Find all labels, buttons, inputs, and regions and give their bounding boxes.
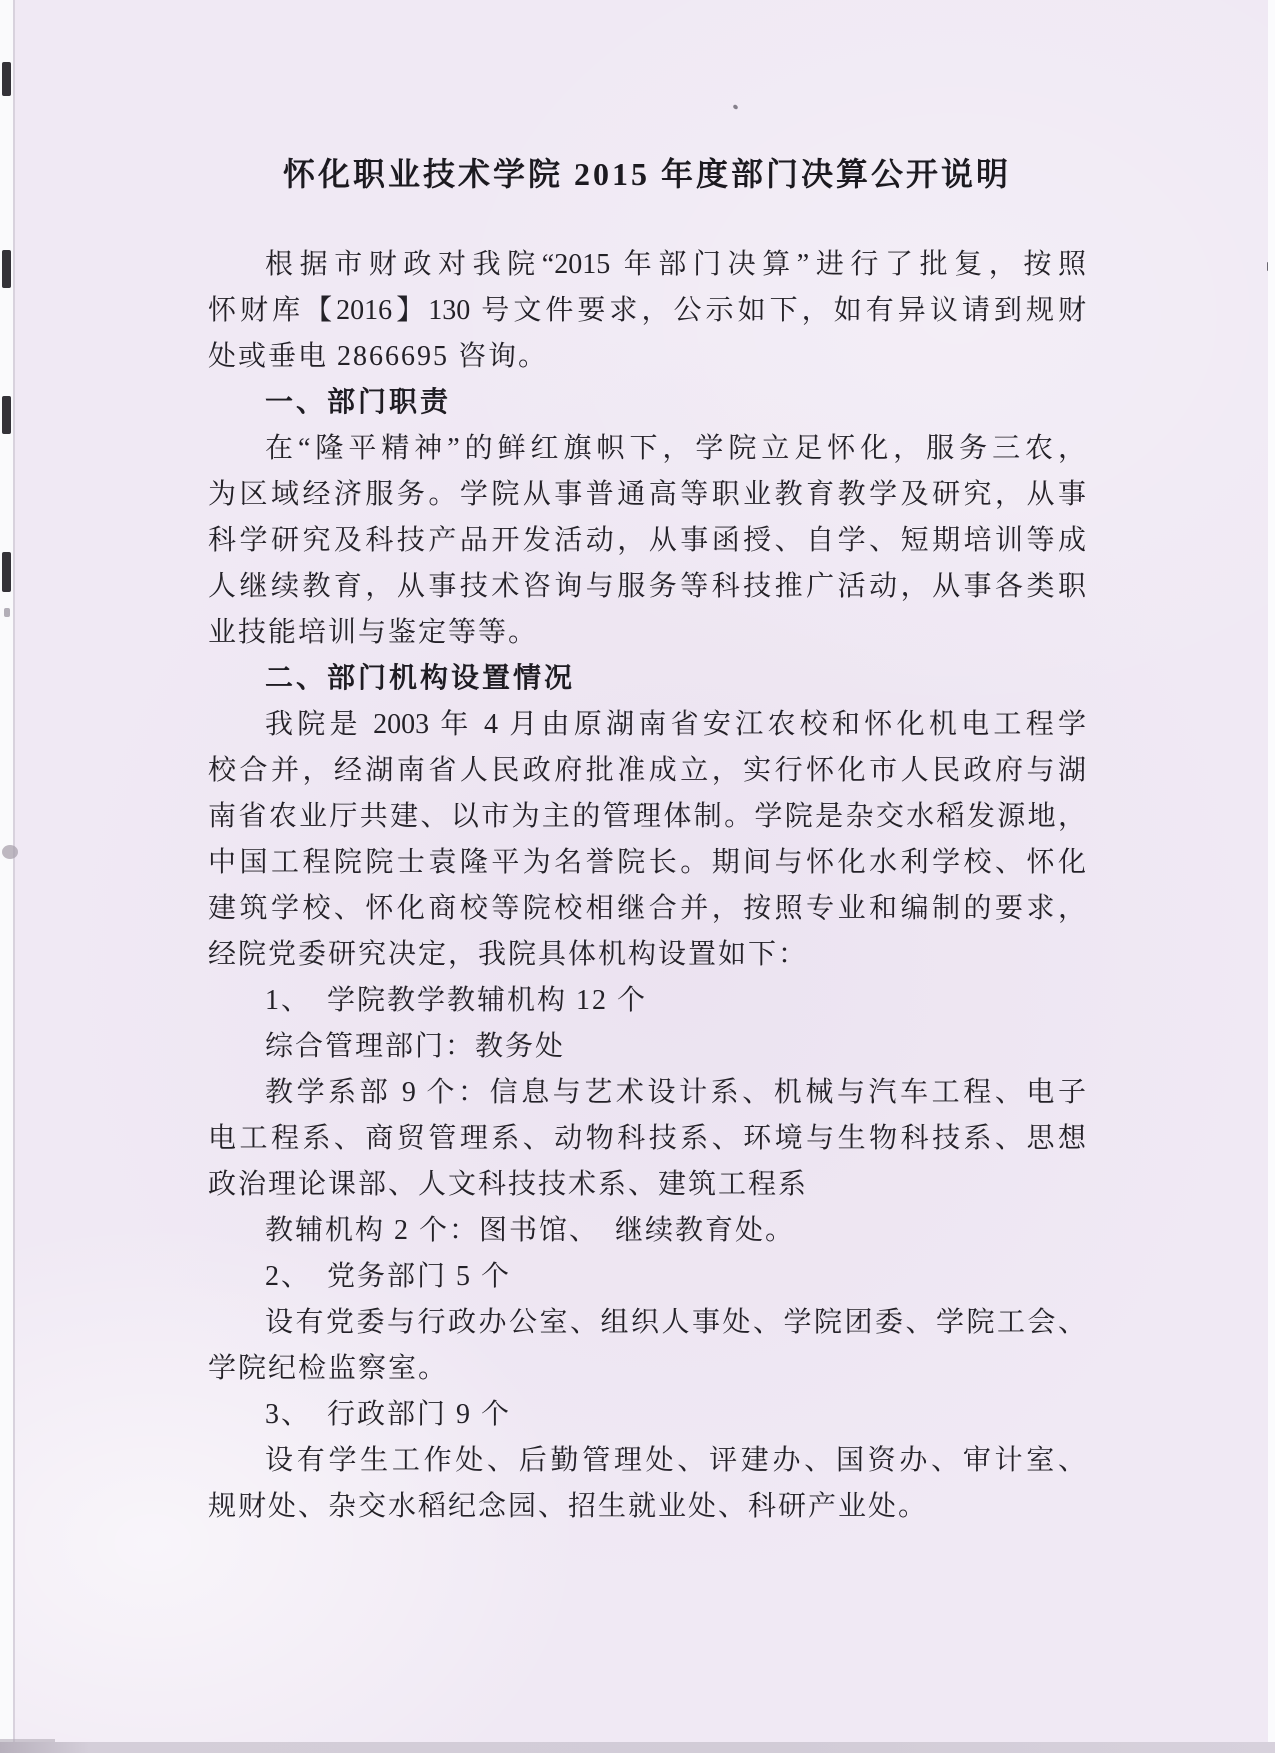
text-line: 在“隆平精神”的鲜红旗帜下，学院立足怀化，服务三农， — [265, 433, 1086, 464]
scan-mark — [2, 552, 11, 592]
text-line: 人继续教育，从事技术咨询与服务等科技推广活动，从事各类职 — [208, 571, 1086, 602]
scan-mark — [4, 608, 10, 617]
text-line: 处或垂电 2866695 咨询。 — [208, 341, 549, 372]
text-line: 经院党委研究决定，我院具体机构设置如下： — [208, 939, 809, 970]
text-line: 南省农业厅共建、以市为主的管理体制。学院是杂交水稻发源地， — [208, 801, 1086, 832]
text-line: 中国工程院院士袁隆平为名誉院长。期间与怀化水利学校、怀化 — [208, 847, 1086, 878]
text-line: 1、 学院教学教辅机构 12 个 — [265, 985, 648, 1016]
text-line: 设有学生工作处、后勤管理处、评建办、国资办、审计室、 — [265, 1445, 1086, 1476]
text-line: 规财处、杂交水稻纪念园、招生就业处、科研产业处。 — [208, 1491, 929, 1522]
text-line: 综合管理部门：教务处 — [265, 1031, 566, 1062]
text-line: 一、部门职责 — [265, 387, 452, 418]
text-line: 政治理论课部、人文科技技术系、建筑工程系 — [208, 1169, 809, 1200]
document-body — [208, 242, 1086, 1530]
scan-edge-bottom-band — [0, 1742, 1275, 1753]
text-line: 学院纪检监察室。 — [208, 1353, 449, 1384]
text-line: 2、 党务部门 5 个 — [265, 1261, 512, 1292]
text-line: 建筑学校、怀化商校等院校相继合并，按照专业和编制的要求， — [208, 893, 1086, 924]
text-line: 二、部门机构设置情况 — [265, 663, 576, 694]
scan-mark — [2, 396, 11, 434]
text-line: 校合并，经湖南省人民政府批准成立，实行怀化市人民政府与湖 — [208, 755, 1086, 786]
scan-smudge — [2, 845, 18, 859]
text-line: 根据市财政对我院“2015 年部门决算”进行了批复，按照 — [265, 249, 1086, 280]
text-line: 教学系部 9 个：信息与艺术设计系、机械与汽车工程、电子 — [265, 1077, 1086, 1108]
text-line: 我院是 2003 年 4 月由原湖南省安江农校和怀化机电工程学 — [265, 709, 1086, 740]
text-line: 怀财库【2016】130 号文件要求，公示如下，如有异议请到规财 — [208, 295, 1086, 326]
text-line: 业技能培训与鉴定等等。 — [208, 617, 539, 648]
scan-mark — [2, 250, 11, 288]
text-line: 教辅机构 2 个：图书馆、 继续教育处。 — [265, 1215, 796, 1246]
scan-edge-right-strip — [1268, 0, 1275, 1753]
scan-speck — [732, 104, 738, 110]
text-line: 电工程系、商贸管理系、动物科技系、环境与生物科技系、思想 — [208, 1123, 1086, 1154]
document-title: 怀化职业技术学院 2015 年度部门决算公开说明 — [282, 156, 1011, 192]
text-line: 科学研究及科技产品开发活动，从事函授、自学、短期培训等成 — [208, 525, 1086, 556]
text-line: 设有党委与行政办公室、组织人事处、学院团委、学院工会、 — [265, 1307, 1086, 1338]
text-line: 为区域经济服务。学院从事普通高等职业教育教学及研究，从事 — [208, 479, 1086, 510]
text-line: 3、 行政部门 9 个 — [265, 1399, 512, 1430]
scan-mark — [2, 62, 11, 96]
